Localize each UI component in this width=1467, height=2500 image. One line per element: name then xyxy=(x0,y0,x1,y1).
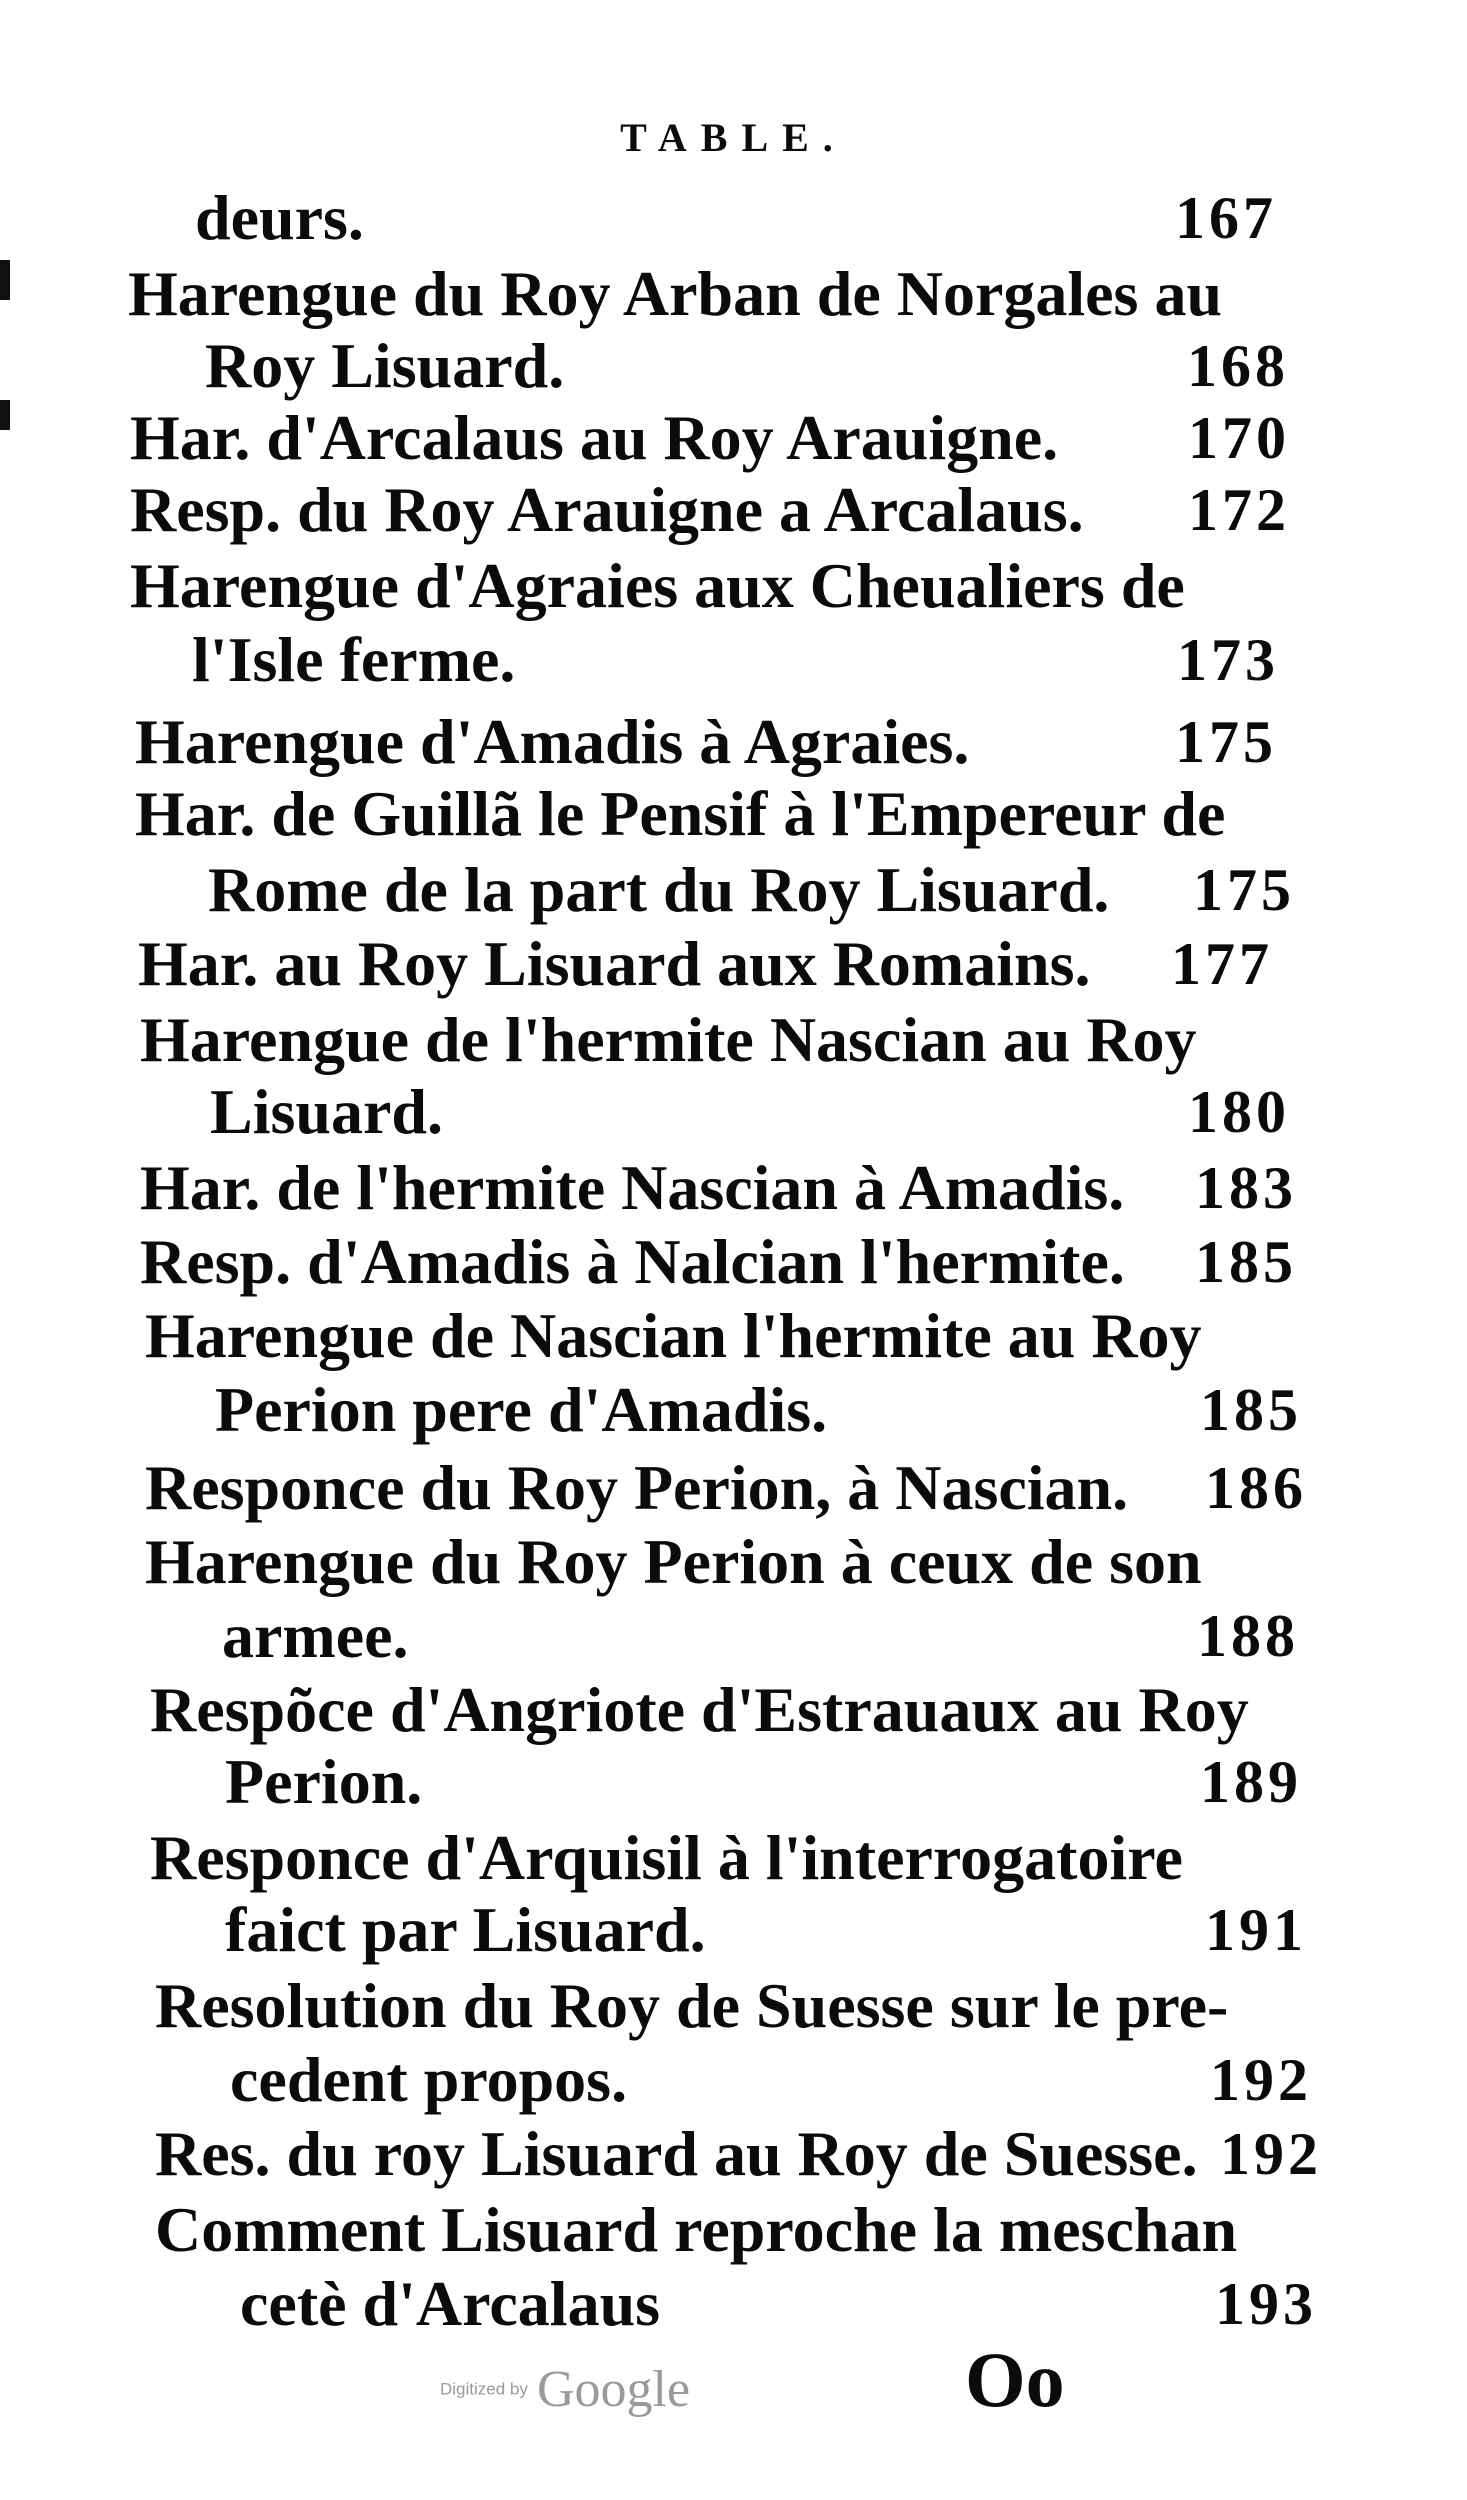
entry-page-number: 173 xyxy=(1177,627,1279,693)
toc-entry xyxy=(138,928,1300,1000)
entry-text: Resp. d'Amadis à Nalcian l'hermite. xyxy=(140,1226,1125,1297)
entry-page-number: 183 xyxy=(1195,1155,1297,1221)
toc-entry xyxy=(225,1746,1300,1818)
entry-page-number: 177 xyxy=(1171,931,1273,997)
watermark-logo-text: Google xyxy=(536,2361,691,2418)
entry-text: Comment Lisuard reproche la meschan xyxy=(155,2194,1238,2265)
toc-entry xyxy=(155,2118,1322,2190)
toc-entry xyxy=(155,2194,1330,2266)
toc-entry xyxy=(135,706,1300,778)
toc-entry xyxy=(205,330,1300,402)
entry-page-number: 168 xyxy=(1187,333,1289,399)
toc-entry xyxy=(145,1300,1300,1372)
page-edge-mark xyxy=(0,260,10,300)
entry-text: Lisuard. xyxy=(210,1076,443,1147)
toc-entry xyxy=(130,402,1300,474)
entry-text: Responce d'Arquisil à l'interrogatoire xyxy=(150,1822,1183,1893)
entry-page-number: 188 xyxy=(1197,1603,1299,1669)
toc-entry xyxy=(210,1076,1300,1148)
entry-text: Harengue du Roy Perion à ceux de son xyxy=(145,1526,1202,1597)
entry-text: Perion pere d'Amadis. xyxy=(215,1374,828,1445)
page-header: TABLE. xyxy=(620,115,847,160)
watermark-small-text: Digitized by xyxy=(440,2379,528,2399)
entry-page-number: 186 xyxy=(1205,1455,1307,1521)
entry-page-number: 175 xyxy=(1175,709,1277,775)
entry-text: Harengue d'Amadis à Agraies. xyxy=(135,706,970,777)
entry-page-number: 191 xyxy=(1205,1897,1307,1963)
entry-text: l'Isle ferme. xyxy=(192,624,516,695)
entry-text: Rome de la part du Roy Lisuard. xyxy=(208,854,1110,925)
toc-entry xyxy=(230,2044,1312,2116)
signature-mark: Oo xyxy=(965,2336,1065,2423)
toc-entry xyxy=(222,1600,1300,1672)
entry-text: Res. du roy Lisuard au Roy de Suesse. xyxy=(155,2118,1198,2189)
entry-page-number: 193 xyxy=(1215,2271,1317,2337)
entry-text: Harengue de l'hermite Nascian au Roy xyxy=(140,1004,1197,1075)
toc-entry xyxy=(215,1374,1300,1446)
entry-text: Harengue d'Agraies aux Cheualiers de xyxy=(130,550,1185,621)
entry-text: Har. d'Arcalaus au Roy Arauigne. xyxy=(130,402,1059,473)
entry-text: faict par Lisuard. xyxy=(225,1894,706,1965)
toc-entry xyxy=(140,1004,1300,1076)
toc-entry xyxy=(128,258,1300,330)
toc-entry xyxy=(145,1452,1307,1524)
entry-page-number: 185 xyxy=(1200,1377,1302,1443)
entry-text: deurs. xyxy=(195,182,364,253)
toc-entry xyxy=(192,624,1300,696)
entry-text: Resp. du Roy Arauigne a Arcalaus. xyxy=(130,474,1084,545)
toc-entry xyxy=(130,474,1300,546)
entry-text: Har. de l'hermite Nascian à Amadis. xyxy=(140,1152,1125,1223)
entry-text: Roy Lisuard. xyxy=(205,330,565,401)
digitized-watermark xyxy=(440,2360,690,2419)
entry-text: Respõce d'Angriote d'Estrauaux au Roy xyxy=(150,1674,1249,1745)
toc-entry xyxy=(240,2268,1317,2340)
toc-entry xyxy=(225,1894,1307,1966)
entry-page-number: 167 xyxy=(1175,185,1277,251)
toc-entry xyxy=(155,1970,1300,2042)
entry-page-number: 185 xyxy=(1195,1229,1297,1295)
toc-entry xyxy=(130,550,1300,622)
entry-page-number: 192 xyxy=(1220,2121,1322,2187)
entry-text: Perion. xyxy=(225,1746,423,1817)
entry-text: Resolution du Roy de Suesse sur le pre- xyxy=(155,1970,1229,2041)
toc-entry xyxy=(150,1674,1300,1746)
entry-text: cetè d'Arcalaus xyxy=(240,2268,661,2339)
toc-entry xyxy=(135,778,1300,850)
toc-entry xyxy=(140,1152,1300,1224)
entry-text: cedent propos. xyxy=(230,2044,628,2115)
entry-text: armee. xyxy=(222,1600,409,1671)
entry-text: Responce du Roy Perion, à Nascian. xyxy=(145,1452,1129,1523)
entry-page-number: 172 xyxy=(1188,477,1290,543)
toc-entry xyxy=(195,182,1300,254)
entry-page-number: 175 xyxy=(1193,857,1295,923)
page-edge-mark xyxy=(0,400,10,430)
toc-entry xyxy=(150,1822,1300,1894)
entry-page-number: 189 xyxy=(1200,1749,1302,1815)
entry-page-number: 170 xyxy=(1188,405,1290,471)
entry-text: Har. au Roy Lisuard aux Romains. xyxy=(138,928,1091,999)
entry-text: Har. de Guillã le Pensif à l'Empereur de xyxy=(135,778,1226,849)
toc-entry xyxy=(208,854,1300,926)
entry-page-number: 180 xyxy=(1188,1079,1290,1145)
entry-text: Harengue du Roy Arban de Norgales au xyxy=(128,258,1223,329)
entry-text: Harengue de Nascian l'hermite au Roy xyxy=(145,1300,1202,1371)
toc-entry xyxy=(140,1226,1300,1298)
toc-entry xyxy=(145,1526,1300,1598)
entry-page-number: 192 xyxy=(1210,2047,1312,2113)
